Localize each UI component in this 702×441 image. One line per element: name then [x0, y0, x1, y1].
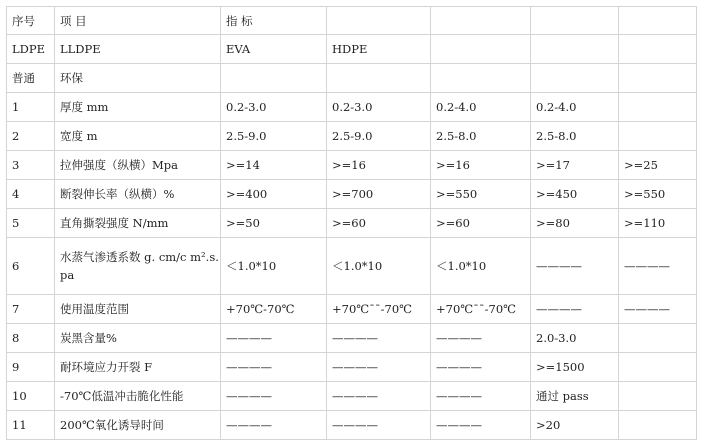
table-cell: ＜1.0*10	[431, 238, 531, 295]
table-cell: 宽度 m	[55, 122, 221, 151]
table-row	[7, 209, 697, 238]
table-cell	[619, 411, 697, 440]
table-cell	[431, 64, 531, 93]
table-cell: LLDPE	[55, 35, 221, 64]
table-cell: ————	[221, 353, 327, 382]
table-cell: ————	[221, 411, 327, 440]
table-cell	[619, 93, 697, 122]
table-cell: ————	[327, 353, 431, 382]
table-cell: LDPE	[7, 35, 55, 64]
table-cell: 普通	[7, 64, 55, 93]
table-cell: 2.5-8.0	[531, 122, 619, 151]
table-cell	[619, 122, 697, 151]
table-cell: ＜1.0*10	[327, 238, 431, 295]
table-cell: >=550	[619, 180, 697, 209]
table-cell: 0.2-3.0	[327, 93, 431, 122]
table-cell: 11	[7, 411, 55, 440]
table-cell: >=80	[531, 209, 619, 238]
table-cell: >=17	[531, 151, 619, 180]
table-cell	[619, 382, 697, 411]
table-cell: 断裂伸长率（纵横）%	[55, 180, 221, 209]
table-cell: 2	[7, 122, 55, 151]
table-cell: 厚度 mm	[55, 93, 221, 122]
table-row	[7, 411, 697, 440]
table-cell: >=50	[221, 209, 327, 238]
table-row	[7, 151, 697, 180]
table-cell	[327, 7, 431, 35]
table-cell: 指 标	[221, 7, 327, 35]
table-cell: +70℃¯¯-70℃	[327, 295, 431, 324]
table-cell: ————	[431, 411, 531, 440]
table-cell: 序号	[7, 7, 55, 35]
table-cell: 8	[7, 324, 55, 353]
table-row	[7, 7, 697, 35]
table-cell: 使用温度范围	[55, 295, 221, 324]
table-cell	[619, 64, 697, 93]
table-cell: 4	[7, 180, 55, 209]
table-cell	[619, 324, 697, 353]
table-cell: 2.0-3.0	[531, 324, 619, 353]
table-row	[7, 324, 697, 353]
table-cell: ————	[327, 382, 431, 411]
table-cell	[431, 7, 531, 35]
table-cell	[221, 64, 327, 93]
table-cell: +70℃-70℃	[221, 295, 327, 324]
table-row	[7, 382, 697, 411]
table-row	[7, 35, 697, 64]
table-cell: 耐环境应力开裂 F	[55, 353, 221, 382]
table-cell: HDPE	[327, 35, 431, 64]
table-cell: 炭黑含量%	[55, 324, 221, 353]
table-cell	[619, 353, 697, 382]
table-cell: ————	[327, 411, 431, 440]
table-cell	[531, 64, 619, 93]
table-cell: 0.2-4.0	[531, 93, 619, 122]
table-cell: ————	[431, 382, 531, 411]
table-cell: 0.2-3.0	[221, 93, 327, 122]
table-cell: ————	[619, 238, 697, 295]
spec-table	[6, 6, 697, 440]
table-cell: >=450	[531, 180, 619, 209]
table-cell: ————	[221, 382, 327, 411]
table-cell	[431, 35, 531, 64]
table-cell: ————	[431, 324, 531, 353]
table-cell: >=60	[431, 209, 531, 238]
table-cell: ————	[221, 324, 327, 353]
table-cell: 2.5-9.0	[327, 122, 431, 151]
table-cell: >=14	[221, 151, 327, 180]
table-cell: >=25	[619, 151, 697, 180]
table-cell: >=16	[327, 151, 431, 180]
table-cell	[619, 7, 697, 35]
table-cell: 10	[7, 382, 55, 411]
table-cell: >=1500	[531, 353, 619, 382]
table-cell: >=550	[431, 180, 531, 209]
table-cell: 拉伸强度（纵横）Mpa	[55, 151, 221, 180]
table-cell	[327, 64, 431, 93]
table-cell: >=16	[431, 151, 531, 180]
table-cell: 5	[7, 209, 55, 238]
table-cell: +70℃¯¯-70℃	[431, 295, 531, 324]
table-cell: ＜1.0*10	[221, 238, 327, 295]
table-row	[7, 64, 697, 93]
table-cell: >20	[531, 411, 619, 440]
table-cell: ————	[327, 324, 431, 353]
table-cell: 2.5-8.0	[431, 122, 531, 151]
table-cell: 1	[7, 93, 55, 122]
table-row	[7, 238, 697, 295]
table-row	[7, 295, 697, 324]
table-cell	[619, 35, 697, 64]
table-cell	[531, 35, 619, 64]
table-cell: >=700	[327, 180, 431, 209]
table-row	[7, 93, 697, 122]
table-cell: 7	[7, 295, 55, 324]
table-cell: 0.2-4.0	[431, 93, 531, 122]
table-cell: 水蒸气渗透系数 g. cm/c m².s. pa	[55, 238, 221, 295]
table-cell: 6	[7, 238, 55, 295]
table-row	[7, 353, 697, 382]
table-cell: EVA	[221, 35, 327, 64]
table-cell: ————	[531, 238, 619, 295]
table-row	[7, 122, 697, 151]
table-cell: >=60	[327, 209, 431, 238]
table-cell: 200℃氧化诱导时间	[55, 411, 221, 440]
table-cell: ————	[431, 353, 531, 382]
table-cell: 项 目	[55, 7, 221, 35]
table-cell: >=110	[619, 209, 697, 238]
table-cell: ————	[531, 295, 619, 324]
table-cell: 2.5-9.0	[221, 122, 327, 151]
table-cell: 9	[7, 353, 55, 382]
table-cell: 环保	[55, 64, 221, 93]
table-cell: ————	[619, 295, 697, 324]
table-cell	[531, 7, 619, 35]
table-cell: >=400	[221, 180, 327, 209]
table-cell: -70℃低温冲击脆化性能	[55, 382, 221, 411]
table-cell: 通过 pass	[531, 382, 619, 411]
table-row	[7, 180, 697, 209]
table-cell: 3	[7, 151, 55, 180]
table-cell: 直角撕裂强度 N/mm	[55, 209, 221, 238]
